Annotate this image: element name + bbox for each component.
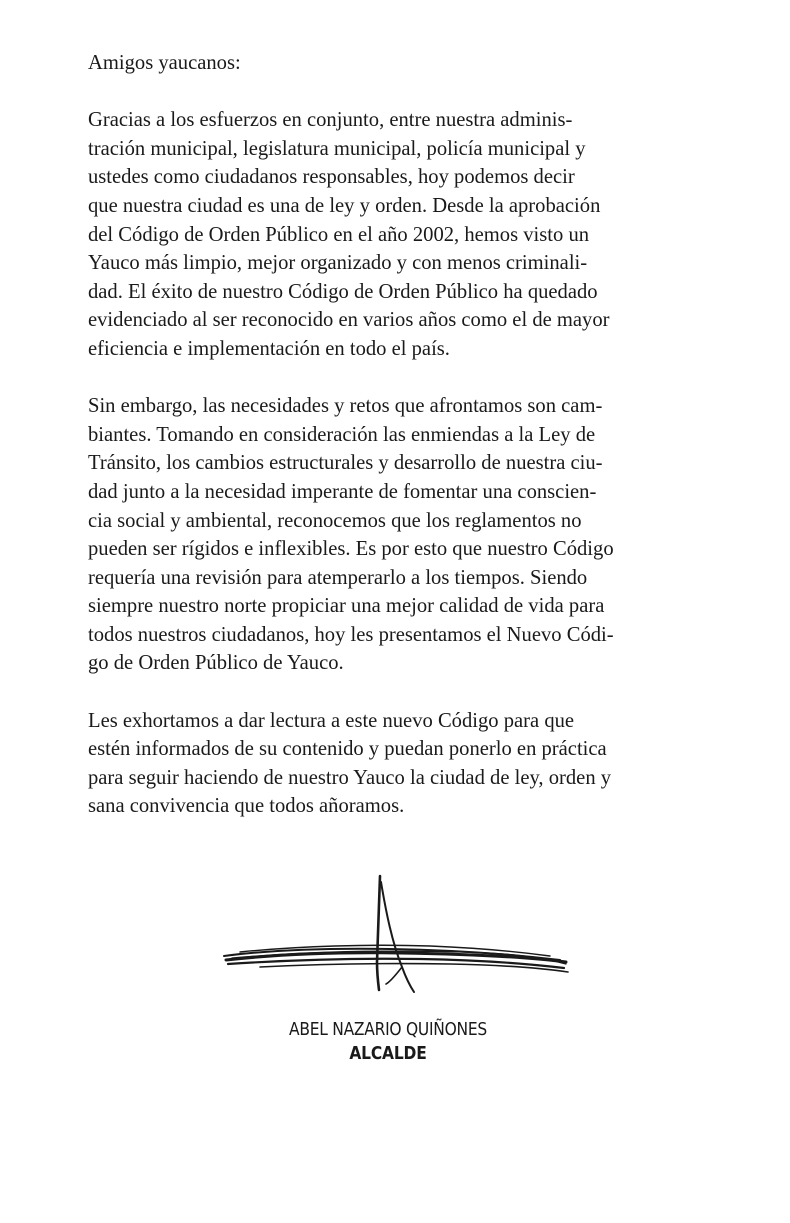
- paragraph-line: evidenciado al ser reconocido en varios años como el de mayor: [88, 309, 610, 332]
- paragraph-line: estén informados de su contenido y puedan ponerlo en práctica: [88, 738, 607, 761]
- paragraph-line: go de Orden Público de Yauco.: [88, 652, 344, 675]
- paragraph-line: requería una revisión para atemperarlo a los tiempos. Siendo: [88, 566, 588, 589]
- paragraph-line: Gracias a los esfuerzos en conjunto, entre nuestra adminis-: [88, 109, 573, 132]
- paragraph-line: pueden ser rígidos e inflexibles. Es por esto que nuestro Código: [88, 538, 614, 561]
- paragraph-line: ustedes como ciudadanos responsables, hoy podemos decir: [88, 166, 575, 189]
- paragraph-line: Yauco más limpio, mejor organizado y con menos criminali-: [88, 252, 588, 275]
- letter-paragraph-2: [88, 392, 728, 678]
- letter-paragraph-1: [88, 106, 728, 363]
- handwritten-signature-icon: [220, 872, 572, 996]
- paragraph-line: sana convivencia que todos añoramos.: [88, 795, 405, 818]
- paragraph-line: Tránsito, los cambios estructurales y desarrollo de nuestra ciu-: [88, 452, 603, 475]
- paragraph-line: todos nuestros ciudadanos, hoy les presentamos el Nuevo Códi-: [88, 623, 614, 646]
- paragraph-line: cia social y ambiental, reconocemos que los reglamentos no: [88, 509, 582, 532]
- paragraph-line: para seguir haciendo de nuestro Yauco la ciudad de ley, orden y: [88, 766, 612, 789]
- paragraph-line: que nuestra ciudad es una de ley y orden. Desde la aprobación: [88, 194, 601, 217]
- paragraph-line: eficiencia e implementación en todo el país.: [88, 337, 450, 360]
- paragraph-line: Sin embargo, las necesidades y retos que afrontamos son cam-: [88, 395, 603, 418]
- letter-body: [88, 49, 728, 850]
- paragraph-line: del Código de Orden Público en el año 2002, hemos visto un: [88, 223, 590, 246]
- paragraph-line: biantes. Tomando en consideración las enmiendas a la Ley de: [88, 423, 596, 446]
- paragraph-line: siempre nuestro norte propiciar una mejor calidad de vida para: [88, 595, 605, 618]
- paragraph-line: dad. El éxito de nuestro Código de Orden Público ha quedado: [88, 280, 598, 303]
- signer-title: ALCALDE: [349, 1043, 427, 1064]
- signature-drawing: [220, 872, 572, 996]
- letter-paragraph-3: [88, 707, 728, 821]
- paragraph-line: dad junto a la necesidad imperante de fomentar una conscien-: [88, 480, 597, 503]
- signer-name: ABEL NAZARIO QUIÑONES: [289, 1019, 487, 1040]
- paragraph-line: Les exhortamos a dar lectura a este nuevo Código para que: [88, 709, 575, 732]
- paragraph-line: tración municipal, legislatura municipal, policía municipal y: [88, 137, 586, 160]
- letter-greeting: Amigos yaucanos:: [88, 52, 241, 74]
